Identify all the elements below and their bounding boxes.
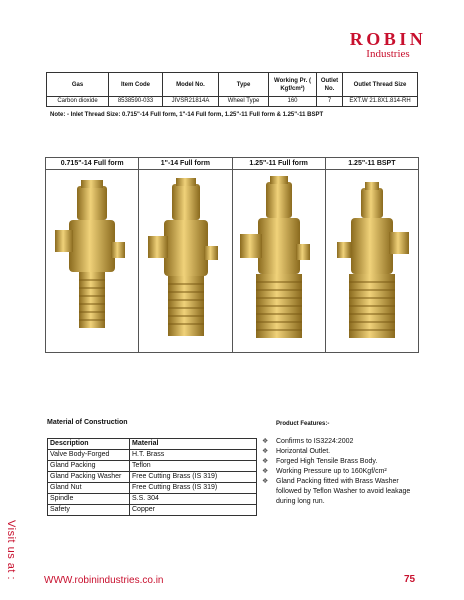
- materials-row: [48, 472, 257, 483]
- spec-header-type: Type: [219, 73, 269, 97]
- valve-label-2: 1"-14 Full form: [139, 158, 232, 169]
- spec-cell-outlet-thread: EXT.W 21.8X1.814-RH: [343, 97, 418, 107]
- logo-subtitle: Industries: [366, 48, 410, 60]
- spec-header-item-code: Item Code: [109, 73, 163, 97]
- feature-text: Gland Packing fitted with Brass Washer followed by Teflon Washer to avoid leakage during long run.: [276, 478, 411, 505]
- feature-item: [262, 477, 422, 507]
- spec-cell-model-no: JIVSR21814A: [163, 97, 219, 107]
- valve-image-grid: [45, 157, 419, 353]
- materials-row: [48, 505, 257, 516]
- spec-data-row: [47, 97, 418, 107]
- valve-image-1: [49, 176, 135, 346]
- materials-header-description: Description: [48, 439, 130, 450]
- feature-item: [262, 467, 422, 477]
- valve-image-row: [46, 170, 418, 352]
- feature-item: [262, 447, 422, 457]
- spec-header-gas: Gas: [47, 73, 109, 97]
- materials-cell-material: Free Cutting Brass (IS 319): [130, 472, 257, 483]
- spec-cell-outlet-no: 7: [317, 97, 343, 107]
- materials-cell-material: H.T. Brass: [130, 450, 257, 461]
- spec-header-outlet-no: Outlet No.: [317, 73, 343, 97]
- features-title: Product Features:-: [276, 421, 330, 427]
- materials-row: [48, 483, 257, 494]
- spec-header-working-pressure: Working Pr. ( Kgf/cm²): [269, 73, 317, 97]
- materials-cell-material: Free Cutting Brass (IS 319): [130, 483, 257, 494]
- diamond-bullet-icon: ❖: [262, 448, 269, 455]
- materials-cell-material: S.S. 304: [130, 494, 257, 505]
- valve-image-3: [236, 176, 322, 346]
- valve-image-4: [329, 176, 415, 346]
- valve-label-1: 0.715"-14 Full form: [46, 158, 139, 169]
- materials-row: [48, 450, 257, 461]
- valve-image-2: [142, 176, 228, 346]
- logo-brand: ROBIN: [349, 29, 427, 49]
- spec-cell-item-code: 8538590-033: [109, 97, 163, 107]
- materials-cell-material: Copper: [130, 505, 257, 516]
- spec-header-model-no: Model No.: [163, 73, 219, 97]
- valve-cell-1: [46, 170, 139, 352]
- diamond-bullet-icon: ❖: [262, 468, 269, 475]
- diamond-bullet-icon: ❖: [262, 438, 269, 445]
- materials-cell-description: Safety: [48, 505, 130, 516]
- page-number: 75: [404, 574, 416, 585]
- materials-cell-description: Gland Nut: [48, 483, 130, 494]
- company-logo: [338, 30, 438, 60]
- feature-text: Working Pressure up to 160Kgf/cm²: [276, 468, 387, 475]
- spec-cell-type: Wheel Type: [219, 97, 269, 107]
- inlet-thread-note: Note: - Inlet Thread Size: 0.715"-14 Full form, 1"-14 Full form, 1.25"-11 Full form & 1.25"-11 BSPT: [50, 112, 324, 118]
- valve-cell-4: [326, 170, 418, 352]
- spec-header-row: [47, 73, 418, 97]
- feature-text: Confirms to IS3224:2002: [276, 438, 354, 445]
- spec-cell-working-pressure: 160: [269, 97, 317, 107]
- materials-cell-description: Spindle: [48, 494, 130, 505]
- valve-label-3: 1.25"-11 Full form: [233, 158, 326, 169]
- feature-text: Horizontal Outlet.: [276, 448, 331, 455]
- materials-row: [48, 461, 257, 472]
- materials-header-row: [48, 439, 257, 450]
- materials-cell-description: Gland Packing Washer: [48, 472, 130, 483]
- materials-title: Material of Construction: [47, 419, 128, 426]
- materials-row: [48, 494, 257, 505]
- spec-table: [46, 72, 418, 107]
- materials-cell-description: Valve Body-Forged: [48, 450, 130, 461]
- feature-item: [262, 457, 422, 467]
- diamond-bullet-icon: ❖: [262, 478, 269, 485]
- website-link[interactable]: WWW.robinindustries.co.in: [44, 575, 164, 586]
- materials-cell-material: Teflon: [130, 461, 257, 472]
- materials-cell-description: Gland Packing: [48, 461, 130, 472]
- feature-item: [262, 437, 422, 447]
- valve-label-4: 1.25"-11 BSPT: [348, 160, 396, 167]
- spec-header-outlet-thread: Outlet Thread Size: [343, 73, 418, 97]
- diamond-bullet-icon: ❖: [262, 458, 269, 465]
- features-list: [262, 437, 422, 507]
- feature-text: Forged High Tensile Brass Body.: [276, 458, 378, 465]
- valve-header-row: [46, 158, 418, 170]
- visit-us-label: Visit us at :: [5, 520, 17, 581]
- spec-cell-gas: Carbon dioxide: [47, 97, 109, 107]
- valve-cell-3: [233, 170, 326, 352]
- valve-cell-2: [139, 170, 232, 352]
- materials-table: [47, 438, 257, 516]
- materials-header-material: Material: [130, 439, 257, 450]
